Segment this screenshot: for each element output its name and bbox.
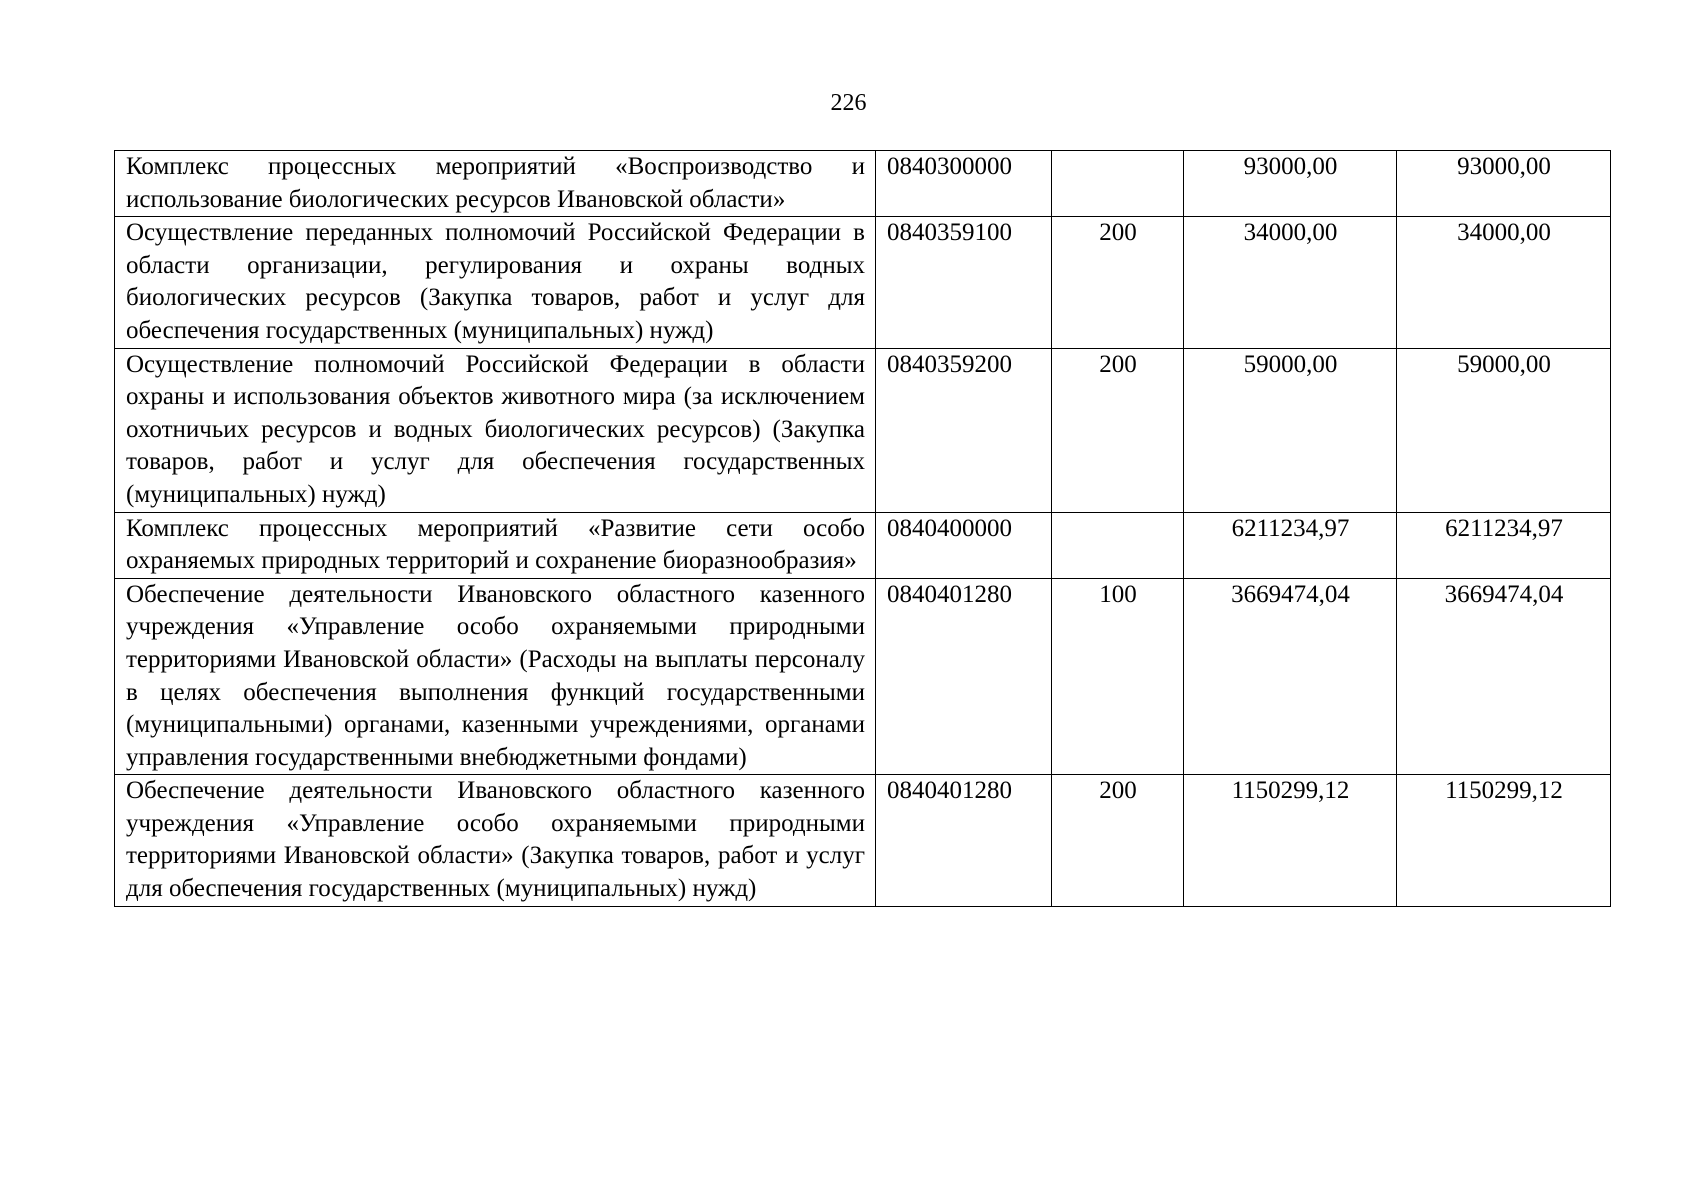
row-sum-2-cell: 93000,00 [1397,151,1611,217]
table-row [115,578,1611,775]
row-type-cell: 200 [1052,775,1184,906]
row-code-cell: 0840401280 [876,775,1052,906]
budget-table [114,150,1611,907]
row-sum-1-cell: 93000,00 [1184,151,1397,217]
row-sum-1-cell: 34000,00 [1184,217,1397,348]
row-name-cell: Обеспечение деятельности Ивановского областного казенного учреждения «Управление особо охраняемыми природными территориями Ивановской области» (Расходы на выплаты персоналу в целях обеспечения выполнения функций государственными (муниципальными) органами, казенными учреждениями, органами управления государственными внебюджетными фондами) [115,578,876,775]
row-name-cell: Комплекс процессных мероприятий «Воспроизводство и использование биологических ресурсов Ивановской области» [115,151,876,217]
row-sum-1-cell: 1150299,12 [1184,775,1397,906]
row-name-cell: Обеспечение деятельности Ивановского областного казенного учреждения «Управление особо охраняемыми природными территориями Ивановской области» (Закупка товаров, работ и услуг для обеспечения государственных (муниципальных) нужд) [115,775,876,906]
row-name-cell: Комплекс процессных мероприятий «Развитие сети особо охраняемых природных территорий и сохранение биоразнообразия» [115,512,876,578]
row-name-cell: Осуществление полномочий Российской Федерации в области охраны и использования объектов животного мира (за исключением охотничьих ресурсов и водных биологических ресурсов) (Закупка товаров, работ и услуг для обеспечения государственных (муниципальных) нужд) [115,348,876,512]
row-type-cell [1052,151,1184,217]
table-row [115,775,1611,906]
table-row [115,348,1611,512]
row-code-cell: 0840300000 [876,151,1052,217]
page-number: 226 [830,90,867,116]
table-row [115,512,1611,578]
row-name-cell: Осуществление переданных полномочий Российской Федерации в области организации, регулирования и охраны водных биологических ресурсов (Закупка товаров, работ и услуг для обеспечения государственных (муниципальных) нужд) [115,217,876,348]
row-code-cell: 0840401280 [876,578,1052,775]
row-sum-2-cell: 1150299,12 [1397,775,1611,906]
row-sum-2-cell: 3669474,04 [1397,578,1611,775]
row-type-cell: 200 [1052,217,1184,348]
row-sum-1-cell: 59000,00 [1184,348,1397,512]
row-sum-2-cell: 6211234,97 [1397,512,1611,578]
row-type-cell [1052,512,1184,578]
row-code-cell: 0840359200 [876,348,1052,512]
row-sum-2-cell: 59000,00 [1397,348,1611,512]
row-code-cell: 0840400000 [876,512,1052,578]
table-row [115,217,1611,348]
row-code-cell: 0840359100 [876,217,1052,348]
row-sum-1-cell: 6211234,97 [1184,512,1397,578]
row-type-cell: 100 [1052,578,1184,775]
row-sum-1-cell: 3669474,04 [1184,578,1397,775]
row-sum-2-cell: 34000,00 [1397,217,1611,348]
table-row [115,151,1611,217]
row-type-cell: 200 [1052,348,1184,512]
